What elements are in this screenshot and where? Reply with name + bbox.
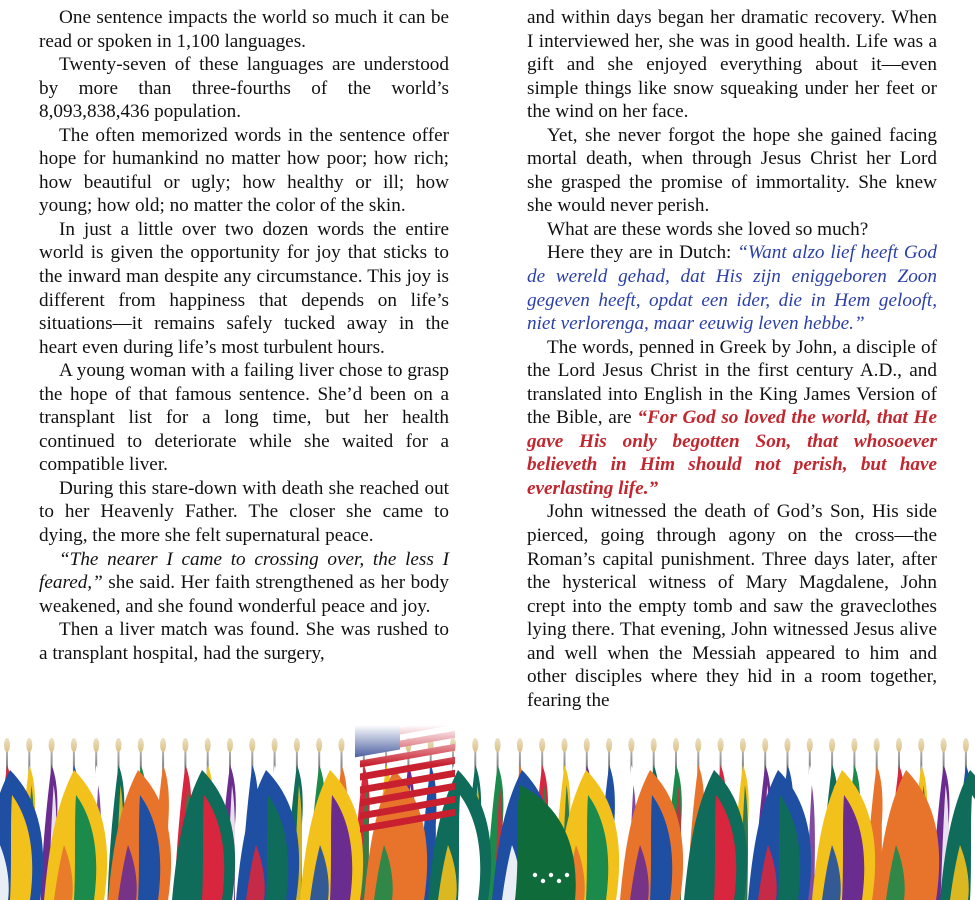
paragraph: A young woman with a failing liver chose to grasp the hope of that famous sentence. She’d been on a transplant list for a long time, but her health continued to deteriorate while she waited for a compatible liver. xyxy=(39,360,449,476)
image-fade xyxy=(0,725,975,765)
flag-star xyxy=(549,873,553,877)
paragraph-kjv xyxy=(527,336,937,501)
paragraph-continued: and within days began her dramatic recovery. When I interviewed her, she was in good health. Life was a gift and she enjoyed everything about it—even simple things like snow squeaking under her feet or the wind on her face. xyxy=(527,7,937,123)
flag-star xyxy=(533,873,537,877)
paragraph: Twenty-seven of these languages are understood by more than three-fourths of the world’s 8,093,838,436 population. xyxy=(39,54,449,123)
paragraph: What are these words she loved so much? xyxy=(547,218,869,240)
paragraph: Then a liver match was found. She was rushed to a transplant hospital, had the surgery, xyxy=(39,619,449,664)
flag-star xyxy=(565,873,569,877)
left-column xyxy=(39,6,449,665)
paragraph: John witnessed the death of God’s Son, His side pierced, going through agony on the cross—the Roman’s capital punishment. Three days later, after the hysterical witness of Mary Magdalene, John crept into the empty tomb and saw the graveclothes lying there. That evening, John witnessed Jesus alive and well when the Messiah appeared to him and other disciples where they hid in a room together, fearing the xyxy=(527,501,937,711)
paragraph: Yet, she never forgot the hope she gained facing mortal death, when through Jesus Christ her Lord she grasped the promise of immortality. She knew she would never perish. xyxy=(527,124,937,217)
paragraph: In just a little over two dozen words the entire world is given the opportunity for joy that sticks to the inward man despite any circumstance. This joy is different from happiness that depends on life’s situations—it remains safely tucked away in the heart even during life’s most turbulent hours. xyxy=(39,218,449,358)
flag-star xyxy=(541,879,545,883)
dutch-verse: “Want alzo lief heeft God de wereld gehad, dat His zijn eniggeboren Zoon gegeven heeft, opdat een ider, die in Hem gelooft, niet verlorenga, maar eeuwig leven hebbe.” xyxy=(527,242,937,335)
paragraph-dutch xyxy=(527,241,937,335)
paragraph: During this stare-down with death she reached out to her Heavenly Father. The closer she came to dying, the more she felt supernatural peace. xyxy=(39,477,449,547)
paragraph: The often memorized words in the sentence offer hope for humankind no matter how poor; how rich; how beautiful or ugly; how healthy or ill; how young; how old; no matter the color of the skin. xyxy=(39,124,449,217)
flag-star xyxy=(557,879,561,883)
paragraph-text: she said. Her faith strengthened as her body weakened, and she found wonderful peace and joy. xyxy=(39,572,449,617)
paragraph-text: Here they are in Dutch: xyxy=(547,242,738,264)
kjv-verse: “For God so loved the world, that He gave His only begotten Son, that whosoever believeth in Him should not perish, but have everlasting life.” xyxy=(527,407,937,499)
quote-text: “The nearer I came to crossing over, the less I feared,” xyxy=(39,548,449,594)
paragraph: One sentence impacts the world so much it can be read or spoken in 1,100 languages. xyxy=(39,7,449,52)
paragraph-text: The words, penned in Greek by John, a disciple of the Lord Jesus Christ in the first century A.D., and translated into English in the King James Version of the Bible, are xyxy=(527,336,937,429)
paragraph-quote xyxy=(39,548,449,619)
right-column xyxy=(527,6,937,712)
